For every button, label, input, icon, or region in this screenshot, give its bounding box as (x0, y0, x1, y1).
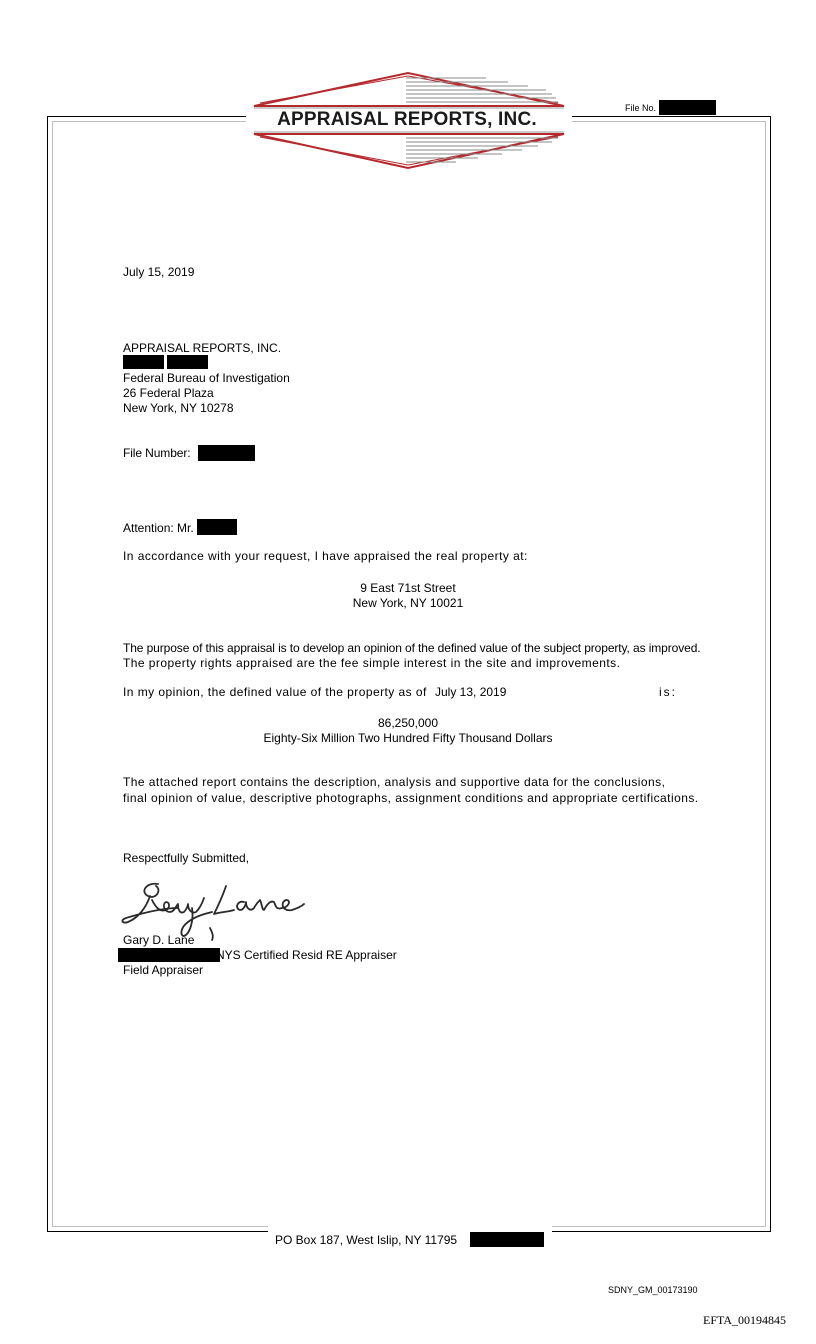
bates-number: SDNY_GM_00173190 (608, 1285, 698, 1295)
redaction-footer-phone (470, 1232, 544, 1247)
redaction-license-number (118, 948, 220, 962)
redaction-addressee-first (123, 355, 164, 369)
efta-number: EFTA_00194845 (703, 1313, 787, 1327)
opinion-date: July 13, 2019 (435, 685, 507, 699)
page-border-inner (52, 121, 766, 1227)
opinion-suffix: is: (659, 685, 677, 699)
redaction-file-number (198, 445, 255, 461)
report-line2: final opinion of value, descriptive photographs, assignment conditions and appropriate certifications. (123, 791, 699, 805)
redaction-file-no (659, 100, 716, 115)
signer-role: Field Appraiser (123, 963, 204, 977)
addressee-line3: 26 Federal Plaza (123, 386, 214, 400)
addressee-line4: New York, NY 10278 (123, 401, 234, 415)
property-address-line2: New York, NY 10021 (352, 596, 464, 610)
signer-name: Gary D. Lane (123, 933, 195, 947)
signer-license: NYS Certified Resid RE Appraiser (216, 948, 397, 962)
purpose-line1: The purpose of this appraisal is to develop an opinion of the defined value of the subject property, as improved. (123, 641, 701, 655)
attention-label: Attention: Mr. (123, 521, 194, 535)
property-address-line1: 9 East 71st Street (360, 581, 456, 595)
closing: Respectfully Submitted, (123, 851, 250, 865)
file-no-label: File No. (625, 103, 657, 113)
report-line1: The attached report contains the description, analysis and supportive data for the conclusions, (123, 775, 666, 789)
value-numeric: 86,250,000 (377, 716, 439, 730)
letter-date: July 15, 2019 (123, 265, 195, 279)
redaction-attention-name (197, 519, 237, 535)
addressee-line2: Federal Bureau of Investigation (123, 371, 290, 385)
purpose-line2: The property rights appraised are the fee simple interest in the site and improvements. (123, 656, 621, 670)
logo-company-name: APPRAISAL REPORTS, INC. (277, 109, 537, 130)
redaction-addressee-last (167, 355, 208, 369)
footer-address: PO Box 187, West Islip, NY 11795 (275, 1233, 458, 1247)
addressee-company: APPRAISAL REPORTS, INC. (123, 341, 282, 355)
value-words: Eighty-Six Million Two Hundred Fifty Thousand Dollars (263, 731, 553, 745)
request-sentence: In accordance with your request, I have appraised the real property at: (123, 549, 528, 563)
opinion-prefix: In my opinion, the defined value of the property as of (123, 685, 427, 699)
file-number-label: File Number: (123, 446, 191, 460)
